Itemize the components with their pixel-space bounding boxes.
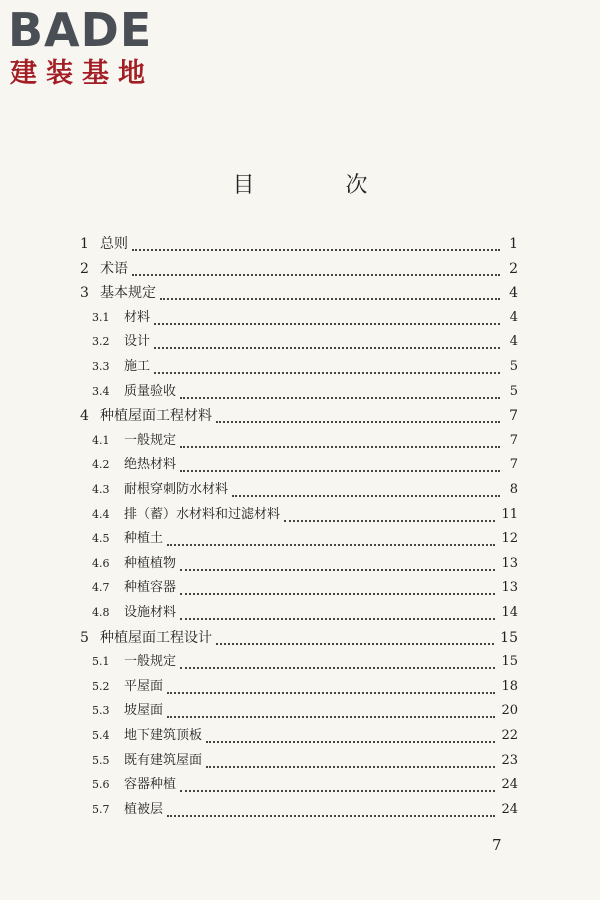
- entry-number: 5.2: [92, 679, 110, 693]
- entry-title: 一般规定: [124, 432, 177, 448]
- toc-section-entry: [92, 798, 518, 822]
- toc-chapter-entry: [80, 281, 518, 305]
- entry-title: 质量验收: [124, 383, 177, 399]
- entry-number: 5.6: [92, 778, 110, 792]
- entry-number: 4.8: [92, 606, 110, 619]
- logo-subtitle: 建装基地: [10, 58, 154, 89]
- toc-section-entry: [92, 503, 518, 527]
- dot-leader: [167, 815, 495, 817]
- entry-number: 5.1: [92, 655, 110, 669]
- entry-title: 总则: [100, 236, 128, 252]
- entry-number: 4.6: [92, 556, 110, 570]
- entry-page: 14: [501, 605, 518, 620]
- entry-number: 4.7: [92, 581, 110, 595]
- entry-number: 5.7: [92, 802, 110, 816]
- dot-leader: [180, 593, 495, 595]
- entry-page: 1: [509, 236, 518, 252]
- entry-number: 3.3: [92, 360, 110, 373]
- dot-leader: [167, 692, 495, 694]
- entry-number: 4.3: [92, 483, 110, 496]
- entry-page: 5: [509, 383, 518, 399]
- entry-page: 4: [509, 334, 518, 350]
- entry-title: 容器种植: [124, 777, 177, 793]
- dot-leader: [180, 569, 495, 571]
- entry-title: 平屋面: [124, 678, 164, 694]
- entry-page: 12: [501, 531, 518, 547]
- entry-page: 22: [501, 728, 518, 743]
- entry-number: 2: [80, 260, 89, 277]
- dot-leader: [167, 544, 495, 546]
- entry-title: 排（蓄）水材料和过滤材料: [124, 506, 281, 522]
- dot-leader: [154, 323, 500, 325]
- entry-number: 5.3: [92, 704, 110, 718]
- entry-page: 11: [501, 506, 518, 522]
- entry-title: 地下建筑顶板: [124, 728, 203, 743]
- entry-title: 种植屋面工程设计: [100, 629, 212, 646]
- toc-section-entry: [92, 552, 518, 576]
- dot-leader: [180, 618, 495, 620]
- toc-title: 目 次: [232, 173, 410, 198]
- entry-title: 术语: [100, 260, 128, 277]
- entry-number: 4: [80, 408, 89, 425]
- entry-page: 20: [501, 703, 518, 719]
- entry-page: 23: [501, 752, 518, 768]
- logo: [8, 4, 178, 90]
- toc-chapter-entry: [80, 257, 518, 281]
- toc-section-entry: [92, 749, 518, 773]
- entry-number: 5.4: [92, 729, 110, 742]
- dot-leader: [180, 397, 500, 399]
- toc-section-entry: [92, 478, 518, 502]
- dot-leader: [132, 274, 500, 276]
- entry-page: 2: [509, 260, 518, 277]
- dot-leader: [284, 520, 495, 522]
- entry-title: 基本规定: [100, 285, 156, 302]
- entry-number: 4.2: [92, 458, 110, 472]
- entry-title: 种植植物: [124, 555, 177, 571]
- entry-number: 4.1: [92, 433, 110, 447]
- entry-title: 植被层: [124, 801, 164, 817]
- toc-chapter-entry: [80, 404, 518, 428]
- entry-page: 7: [509, 408, 518, 425]
- toc-section-entry: [92, 380, 518, 404]
- entry-number: 5.5: [92, 753, 110, 767]
- toc-section-entry: [92, 724, 518, 748]
- entry-page: 24: [501, 777, 518, 793]
- entry-page: 15: [501, 654, 518, 670]
- dot-leader: [206, 766, 495, 768]
- entry-number: 3.4: [92, 384, 110, 398]
- entry-number: 3.2: [92, 335, 110, 349]
- toc-section-entry: [92, 355, 518, 379]
- entry-page: 15: [500, 629, 518, 646]
- entry-page: 18: [501, 678, 518, 694]
- toc-section-entry: [92, 773, 518, 797]
- entry-title: 耐根穿刺防水材料: [124, 482, 229, 497]
- entry-title: 种植屋面工程材料: [100, 408, 212, 425]
- entry-number: 3.1: [92, 310, 110, 324]
- dot-leader: [167, 716, 495, 718]
- toc-section-entry: [92, 650, 518, 674]
- entry-title: 绝热材料: [124, 457, 177, 473]
- entry-title: 设施材料: [124, 605, 177, 620]
- entry-title: 坡屋面: [124, 703, 164, 719]
- entry-title: 既有建筑屋面: [124, 752, 203, 768]
- entry-title: 种植容器: [124, 580, 177, 596]
- toc-chapter-entry: [80, 232, 518, 256]
- entry-title: 材料: [124, 309, 151, 325]
- entry-page: 8: [509, 482, 518, 497]
- entry-number: 3: [80, 285, 89, 302]
- entry-page: 7: [509, 432, 518, 448]
- entry-title: 设计: [124, 334, 151, 350]
- toc-section-entry: [92, 527, 518, 551]
- toc-section-entry: [92, 675, 518, 699]
- entry-page: 5: [509, 359, 518, 374]
- entry-number: 4.5: [92, 532, 110, 546]
- toc-chapter-entry: [80, 626, 518, 650]
- entry-page: 13: [501, 580, 518, 596]
- dot-leader: [160, 298, 500, 300]
- toc-section-entry: [92, 330, 518, 354]
- toc-section-entry: [92, 601, 518, 625]
- dot-leader: [232, 495, 500, 497]
- dot-leader: [154, 372, 500, 374]
- toc-section-entry: [92, 576, 518, 600]
- entry-title: 种植土: [124, 531, 164, 547]
- toc-section-entry: [92, 306, 518, 330]
- dot-leader: [180, 667, 495, 669]
- toc-section-entry: [92, 453, 518, 477]
- page-number: 7: [492, 836, 502, 854]
- entry-title: 施工: [124, 359, 151, 374]
- dot-leader: [154, 347, 500, 349]
- entry-number: 1: [80, 236, 89, 252]
- entry-page: 13: [501, 555, 518, 571]
- entry-number: 5: [80, 629, 89, 646]
- entry-title: 一般规定: [124, 654, 177, 670]
- dot-leader: [180, 790, 495, 792]
- dot-leader: [216, 643, 494, 645]
- entry-page: 4: [509, 285, 518, 302]
- entry-page: 24: [501, 801, 518, 817]
- toc-section-entry: [92, 699, 518, 723]
- dot-leader: [216, 421, 500, 423]
- dot-leader: [206, 741, 495, 743]
- entry-page: 7: [509, 457, 518, 473]
- dot-leader: [180, 446, 500, 448]
- entry-page: 4: [509, 309, 518, 325]
- toc-section-entry: [92, 429, 518, 453]
- dot-leader: [132, 249, 500, 251]
- dot-leader: [180, 470, 500, 472]
- logo-wordmark: BADE: [8, 3, 153, 57]
- entry-number: 4.4: [92, 507, 110, 521]
